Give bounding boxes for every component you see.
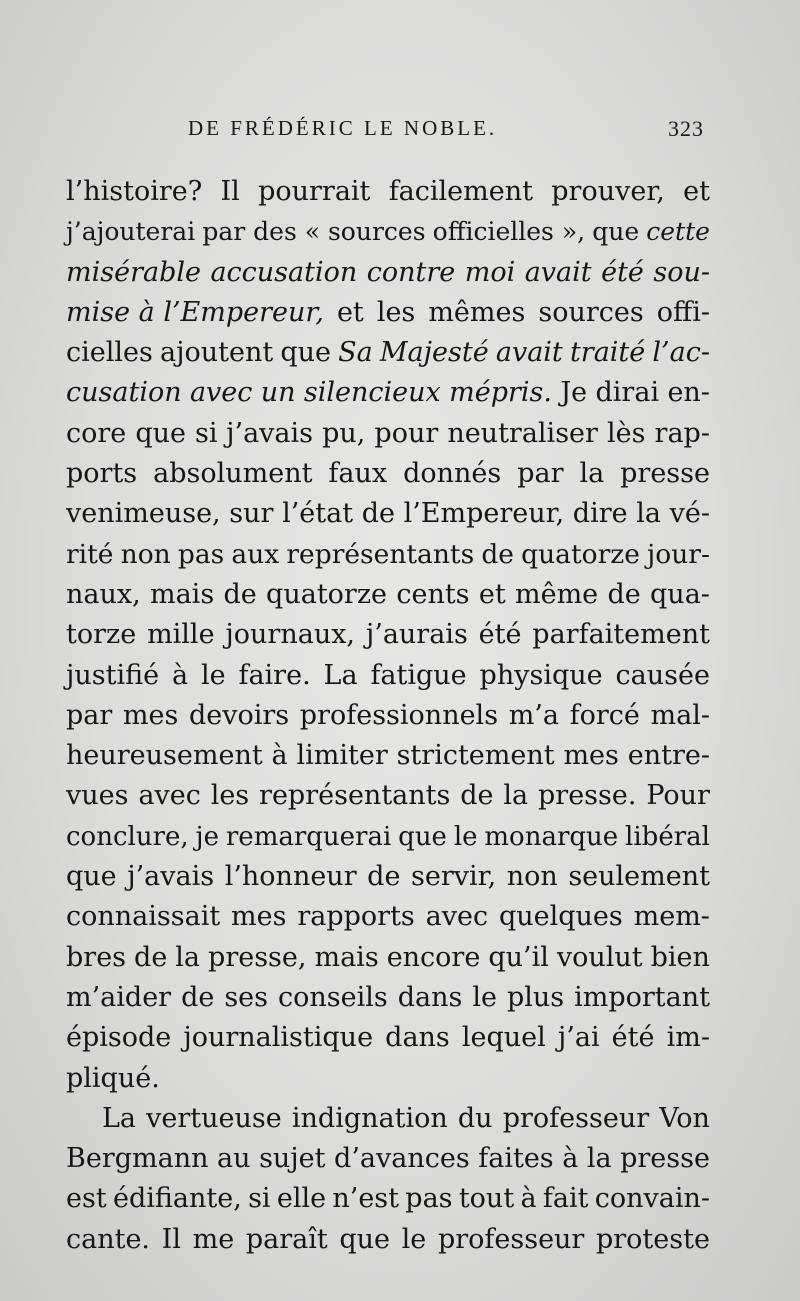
word: dans	[397, 981, 463, 1013]
word: mes	[563, 740, 619, 772]
italic-word: l’ac-	[652, 337, 710, 369]
italic-word: mise à l’Empereur,	[66, 296, 324, 328]
word: la	[579, 458, 605, 490]
word: qua-	[650, 578, 710, 610]
word: j’ai	[557, 1022, 600, 1054]
word: vertueuse	[146, 1102, 282, 1134]
text-line	[66, 293, 710, 333]
word: les	[376, 296, 416, 328]
word: à	[271, 740, 288, 772]
text-line	[66, 172, 710, 212]
word: vues	[66, 780, 129, 812]
text-line	[66, 615, 710, 655]
word: prouver,	[551, 176, 665, 207]
running-head: DE FRÉDÉRIC LE NOBLE.	[188, 116, 498, 140]
word: Il	[220, 176, 240, 207]
word: j’avais	[127, 861, 215, 893]
word: l’Empereur,	[403, 498, 565, 530]
word: presse.	[538, 780, 637, 812]
word: important	[574, 981, 710, 1013]
italic-word: été	[601, 256, 644, 288]
word: fatigue	[370, 659, 467, 691]
word: cielles	[66, 337, 153, 369]
word: aux	[231, 538, 280, 570]
italic-word: sou-	[653, 256, 710, 288]
word: voulut	[556, 941, 643, 973]
word: Bergmann	[66, 1143, 209, 1175]
word: qu’il	[488, 941, 549, 973]
word: mes	[122, 699, 179, 731]
word: le	[200, 659, 226, 691]
word: de	[481, 538, 514, 570]
italic-word: un	[260, 377, 296, 409]
word: épisode	[66, 1022, 172, 1054]
word: facilement	[388, 176, 533, 207]
word: que	[339, 1223, 391, 1255]
word: quatorze	[521, 538, 640, 570]
word: remarquerai	[225, 821, 392, 852]
word: de	[607, 578, 641, 610]
word: par des « sources	[202, 217, 426, 247]
word: représentants	[286, 538, 475, 570]
word: pas	[405, 1183, 453, 1215]
word: m’a	[508, 699, 559, 731]
italic-word: accusation	[210, 256, 358, 288]
word: le	[472, 981, 497, 1013]
word: ports	[66, 458, 138, 490]
word: neutraliser	[447, 417, 598, 449]
word: forcé	[569, 699, 640, 731]
word: à	[520, 1183, 537, 1215]
italic-word: avait	[495, 337, 563, 369]
text-line	[66, 736, 710, 776]
word: que	[280, 337, 331, 369]
text-line	[66, 1059, 710, 1099]
word: plus	[506, 981, 565, 1013]
text-line	[66, 1179, 710, 1219]
word: physique	[479, 659, 603, 691]
word: que	[398, 821, 447, 852]
text-line	[66, 656, 710, 696]
word: représentants	[259, 780, 451, 812]
word: La	[323, 659, 358, 691]
italic-word: contre	[366, 256, 456, 288]
word: que	[592, 217, 640, 247]
italic-word: mépris.	[449, 377, 552, 409]
word: de	[460, 780, 494, 812]
word: devoirs	[188, 699, 290, 731]
text-line	[66, 817, 710, 857]
word: paraît	[245, 1223, 328, 1255]
word: la	[503, 780, 529, 812]
word: cents	[396, 578, 470, 610]
word: bien	[650, 941, 710, 973]
word: heureusement	[66, 740, 263, 772]
text-line	[66, 1220, 710, 1260]
word: parfaitement	[532, 619, 710, 651]
word: journaux,	[225, 619, 356, 651]
word: lequel	[461, 1022, 546, 1054]
word: elle	[276, 1183, 327, 1215]
text-line	[66, 575, 710, 615]
word: professionnels	[299, 699, 499, 731]
italic-word: traité	[569, 337, 646, 369]
word: connaissait	[66, 901, 221, 933]
word: conseils	[278, 981, 388, 1013]
word: à	[562, 1143, 579, 1175]
word: donnés	[403, 458, 502, 490]
word: par	[517, 458, 564, 490]
word: dans	[385, 1022, 450, 1054]
word: rap-	[654, 417, 710, 449]
word: de	[361, 498, 395, 530]
italic-word: Majesté	[379, 337, 489, 369]
word: monarque	[484, 821, 619, 852]
text-line	[66, 857, 710, 897]
word: libéral	[625, 821, 710, 852]
text-line	[66, 253, 710, 293]
word: mes	[231, 901, 287, 933]
word: strictement	[396, 740, 555, 772]
word: faire.	[238, 659, 311, 691]
text-line	[66, 212, 710, 252]
word: dirai	[595, 377, 660, 409]
word: de	[223, 578, 257, 610]
word: la	[586, 1143, 612, 1175]
italic-word: misérable	[66, 256, 201, 288]
word: seulement	[568, 861, 710, 893]
word: fait	[542, 1183, 589, 1215]
word: pas	[177, 538, 225, 570]
word: pourrait	[258, 176, 371, 207]
text-line	[66, 535, 710, 575]
word: mal-	[650, 699, 710, 731]
word: Je	[560, 377, 588, 409]
word: presse	[620, 1143, 710, 1175]
word: sources	[538, 296, 644, 328]
word: mille	[147, 619, 215, 651]
word: en-	[667, 377, 710, 409]
word: venimeuse,	[66, 498, 221, 530]
word: pour	[374, 417, 439, 449]
word: la	[175, 941, 201, 973]
word: sujet	[259, 1143, 326, 1175]
word: cante.	[66, 1223, 151, 1255]
word: pliqué.	[66, 1062, 160, 1094]
word: rapports	[297, 901, 415, 933]
word: mais	[314, 941, 379, 973]
word: causée	[615, 659, 710, 691]
word: de	[181, 981, 215, 1013]
word: par	[66, 699, 113, 731]
word: mais	[149, 578, 215, 610]
word: l’honneur	[224, 861, 357, 893]
word: jour-	[647, 538, 710, 570]
word: mem-	[633, 901, 710, 933]
word: si	[248, 1183, 271, 1215]
word: ajoutent	[160, 337, 274, 369]
word: Il	[161, 1223, 181, 1255]
text-line	[66, 373, 710, 413]
word: je	[195, 821, 219, 852]
word: me	[192, 1223, 235, 1255]
word: l’histoire?	[66, 176, 203, 207]
text-line	[66, 897, 710, 937]
word: officielles »,	[432, 217, 586, 247]
word: et	[683, 176, 710, 207]
word: les	[210, 780, 250, 812]
word: faux	[328, 458, 388, 490]
italic-word: moi	[464, 256, 516, 288]
word: et	[478, 578, 506, 610]
word: à	[171, 659, 189, 691]
word: presse	[620, 458, 710, 490]
word: avec	[425, 901, 489, 933]
text-line	[66, 333, 710, 373]
word: servir,	[411, 861, 497, 893]
word: offi-	[656, 296, 710, 328]
word: La	[102, 1102, 137, 1134]
word: pu,	[322, 417, 366, 449]
word: si j’avais	[195, 417, 314, 449]
page-header	[188, 116, 708, 146]
word: de	[134, 941, 168, 973]
word: non	[506, 861, 558, 893]
italic-word: Sa	[338, 337, 373, 369]
word: sur	[229, 498, 274, 530]
word: indignation	[291, 1102, 448, 1134]
word: faites	[478, 1143, 554, 1175]
word: im-	[666, 1022, 710, 1054]
word: convain-	[594, 1183, 710, 1215]
word: le	[453, 821, 478, 852]
word: j’aurais	[365, 619, 468, 651]
word: Pour	[646, 780, 710, 812]
word: mêmes	[428, 296, 526, 328]
word: Von	[659, 1102, 710, 1134]
word: quatorze	[266, 578, 388, 610]
word: professeur	[502, 1102, 650, 1134]
text-line	[66, 494, 710, 534]
text-line	[66, 414, 710, 454]
word: presse,	[208, 941, 307, 973]
word: le	[401, 1223, 427, 1255]
word: vé-	[669, 498, 710, 530]
word: non	[120, 538, 171, 570]
word: été	[478, 619, 522, 651]
word: dire	[572, 498, 628, 530]
word: core	[66, 417, 127, 449]
word: journalistique	[183, 1022, 374, 1054]
word: que	[135, 417, 186, 449]
word: conclure,	[66, 821, 189, 852]
word: lès	[607, 417, 646, 449]
text-line	[66, 978, 710, 1018]
word: été	[611, 1022, 655, 1054]
word: édifiante,	[112, 1183, 242, 1215]
word: au	[217, 1143, 251, 1175]
word: est	[66, 1183, 107, 1215]
word: naux,	[66, 578, 141, 610]
word: entre-	[627, 740, 710, 772]
word: que	[66, 861, 117, 893]
word: et	[336, 296, 364, 328]
word: m’aider	[66, 981, 172, 1013]
word: quelques	[498, 901, 623, 933]
word: n’est	[332, 1183, 400, 1215]
word: de	[367, 861, 401, 893]
word: proteste	[595, 1223, 710, 1255]
word: d’avances	[334, 1143, 470, 1175]
text-line	[66, 1139, 710, 1179]
paragraph-first-line	[66, 1099, 710, 1139]
word: ses	[224, 981, 269, 1013]
text-line	[66, 776, 710, 816]
word: du	[457, 1102, 493, 1134]
word: même	[514, 578, 599, 610]
word: torze	[66, 619, 137, 651]
word: limiter	[296, 740, 388, 772]
italic-word: cette	[646, 217, 710, 247]
italic-word: cusation	[66, 377, 182, 409]
italic-word: avait	[524, 256, 592, 288]
word: la	[636, 498, 661, 530]
page-number: 323	[668, 116, 704, 141]
text-line	[66, 454, 710, 494]
word: absolument	[153, 458, 313, 490]
text-line	[66, 696, 710, 736]
text-line	[66, 1018, 710, 1058]
italic-word: avec	[189, 377, 253, 409]
italic-word: silencieux	[303, 377, 441, 409]
text-line	[66, 938, 710, 978]
word: j’ajouterai	[66, 217, 196, 247]
word: l’état	[282, 498, 354, 530]
word: justifié	[66, 659, 160, 691]
word: rité	[66, 538, 114, 570]
word: encore	[386, 941, 481, 973]
word: tout	[458, 1183, 515, 1215]
word: bres	[66, 941, 127, 973]
word: professeur	[437, 1223, 585, 1255]
word: avec	[138, 780, 201, 812]
body-text	[66, 172, 710, 1260]
